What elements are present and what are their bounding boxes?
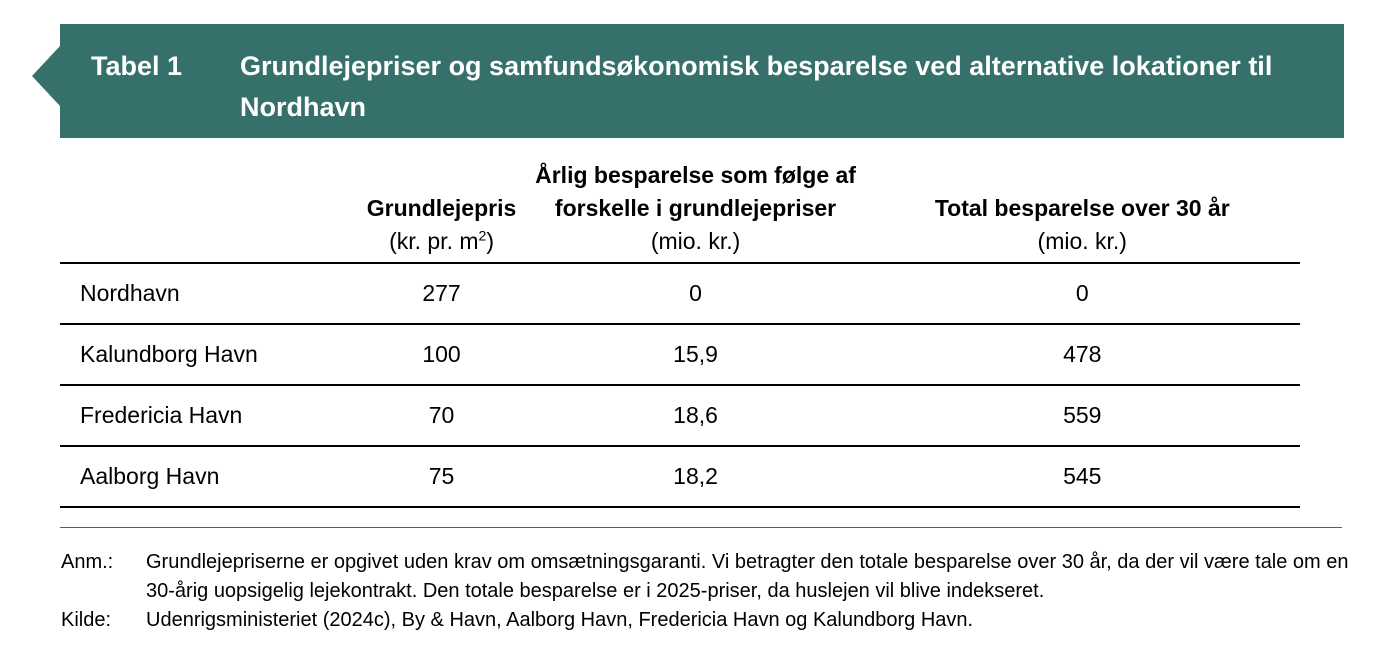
header-grundlejepris-label: Grundlejepris <box>366 195 517 221</box>
row-annual-saving: 18,2 <box>527 446 865 507</box>
header-annual-saving-label: Årlig besparelse som følge af forskelle i grundlejepriser <box>535 162 856 221</box>
row-total-saving: 0 <box>865 263 1300 324</box>
note-kilde-label: Kilde: <box>61 609 112 631</box>
row-location: Aalborg Havn <box>60 446 357 507</box>
row-price: 100 <box>357 324 527 385</box>
note-anm-text: Grundlejepriserne er opgivet uden krav om omsætningsgaranti. Vi betragter den totale besparelse over 30 år, da der vil være tale om en 30-årig uopsigelig lejekontrakt. Den totale besparelse er i 2025-priser, da huslejen vil blive indekseret. <box>146 551 1349 602</box>
row-total-saving: 478 <box>865 324 1300 385</box>
table-row <box>60 324 1300 385</box>
note-anm <box>61 548 1351 606</box>
row-location: Nordhavn <box>60 263 357 324</box>
row-annual-saving: 0 <box>527 263 865 324</box>
row-price: 70 <box>357 385 527 446</box>
row-total-saving: 559 <box>865 385 1300 446</box>
row-annual-saving: 18,6 <box>527 385 865 446</box>
row-price: 277 <box>357 263 527 324</box>
table-title: Grundlejepriser og samfundsøkonomisk besparelse ved alternative lokationer til Nordhavn <box>240 51 1273 122</box>
note-kilde <box>61 606 1351 635</box>
header-annual-saving-unit: (mio. kr.) <box>650 228 741 254</box>
notes-divider <box>60 527 1342 528</box>
row-price: 75 <box>357 446 527 507</box>
header-total-saving-unit: (mio. kr.) <box>1037 228 1127 254</box>
price-table <box>60 148 1300 508</box>
note-anm-label: Anm.: <box>61 551 114 573</box>
header-total-saving-label: Total besparelse over 30 år <box>934 195 1230 221</box>
header-grundlejepris-unit: (kr. pr. $m^2$) <box>389 227 494 254</box>
header-grundlejepris <box>357 148 527 263</box>
header-annual-saving <box>527 148 865 263</box>
row-total-saving: 545 <box>865 446 1300 507</box>
title-band-arrow <box>32 46 60 106</box>
note-kilde-text: Udenrigsministeriet (2024c), By & Havn, Aalborg Havn, Fredericia Havn og Kalundborg Havn. <box>146 609 974 631</box>
table-number: Tabel 1 <box>91 51 183 81</box>
header-row <box>60 148 1300 263</box>
row-location: Fredericia Havn <box>60 385 357 446</box>
table-row <box>60 446 1300 507</box>
row-annual-saving: 15,9 <box>527 324 865 385</box>
row-location: Kalundborg Havn <box>60 324 357 385</box>
table-row <box>60 385 1300 446</box>
header-total-saving <box>865 148 1300 263</box>
table-notes <box>61 548 1351 635</box>
header-location <box>60 148 357 263</box>
table-row <box>60 263 1300 324</box>
